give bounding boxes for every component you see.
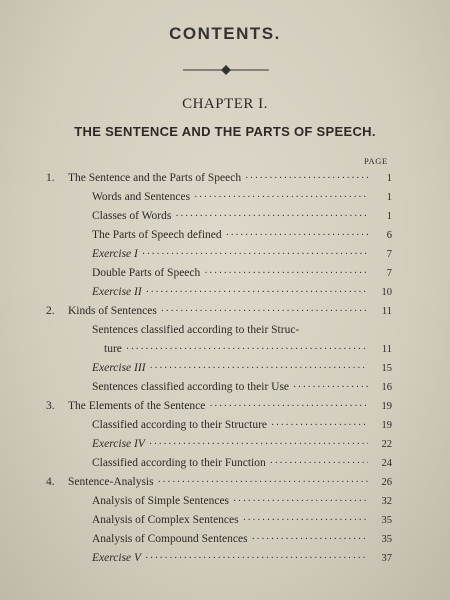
toc-entry-page: 1 [386, 192, 392, 203]
toc-entry-label: Exercise III [92, 362, 146, 374]
toc-entry-number: 2. [46, 305, 55, 317]
toc-entry-page: 15 [381, 363, 392, 374]
dot-leader [209, 397, 368, 416]
toc-entry-label: Classes of Words [92, 210, 172, 222]
dot-leader [293, 378, 368, 397]
toc-entry [92, 245, 392, 264]
chapter-subtitle: THE SENTENCE AND THE PARTS OF SPEECH. [74, 124, 376, 139]
dot-leader [243, 511, 368, 530]
toc-entry [92, 359, 392, 378]
page-title: CONTENTS. [169, 24, 281, 43]
dot-leader [252, 530, 368, 549]
toc-entry [92, 283, 392, 302]
toc-entry-page: 10 [381, 287, 392, 298]
toc-entry-page: 19 [381, 401, 392, 412]
toc-entry-page: 6 [386, 230, 392, 241]
toc-entry-number: 4. [46, 476, 55, 488]
toc-entry-label: The Parts of Speech defined [92, 229, 222, 241]
toc-entry-label: Analysis of Simple Sentences [92, 495, 230, 507]
toc-entry-label: Sentences classified according to their Struc- [92, 324, 300, 336]
toc-entry-label: Analysis of Compound Sentences [92, 533, 248, 545]
toc-entry [92, 207, 392, 226]
toc-entry-label: Exercise II [92, 286, 142, 298]
dot-leader [226, 226, 368, 245]
dot-leader [233, 492, 368, 511]
toc-entry-label: Analysis of Complex Sentences [92, 514, 239, 526]
toc-entry-page: 1 [386, 173, 392, 184]
dot-leader [161, 302, 368, 321]
toc-entry-page: 11 [381, 344, 392, 355]
toc-entry-label: Classified according to their Function [92, 457, 266, 469]
toc-entry [92, 435, 392, 454]
toc-entry-label: Exercise V [92, 552, 142, 564]
toc-entry-page: 22 [381, 439, 392, 450]
toc-entry [92, 549, 392, 568]
toc-entry-label: Exercise I [92, 248, 138, 260]
toc-entry [104, 340, 392, 359]
dot-leader [194, 188, 368, 207]
toc-entry [92, 226, 392, 245]
toc-entry [46, 169, 392, 188]
toc-entry-page: 11 [381, 306, 392, 317]
dot-leader [175, 207, 368, 226]
toc-entry-label: Double Parts of Speech [92, 267, 201, 279]
toc-entry [92, 416, 392, 435]
toc-entry [92, 492, 392, 511]
page-column-header: PAGE [364, 156, 388, 166]
toc-entry-label: Kinds of Sentences [68, 305, 157, 317]
toc-entry-page: 32 [381, 496, 392, 507]
toc-entry-number: 3. [46, 400, 55, 412]
toc-entry [92, 511, 392, 530]
toc-entry [46, 302, 392, 321]
toc-entry [46, 397, 392, 416]
dot-leader [146, 283, 368, 302]
toc-entry-page: 19 [381, 420, 392, 431]
toc-entry-page: 35 [381, 534, 392, 545]
toc-entry-label: The Elements of the Sentence [68, 400, 206, 412]
toc-entry-page: 35 [381, 515, 392, 526]
toc-entry-label: ture [104, 343, 122, 355]
toc-entry-label: Classified according to their Structure [92, 419, 268, 431]
toc-entry-label: Sentences classified according to their Use [92, 381, 290, 393]
toc-entry [92, 454, 392, 473]
toc-entry-label: Exercise IV [92, 438, 145, 450]
dot-leader [149, 435, 368, 454]
toc-entry-page: 16 [381, 382, 392, 393]
toc-entry-page: 7 [386, 268, 392, 279]
toc-entry [92, 321, 392, 340]
toc-entry [92, 530, 392, 549]
dot-leader [158, 473, 368, 492]
dot-leader [142, 245, 368, 264]
toc-entry-label: The Sentence and the Parts of Speech [68, 172, 242, 184]
chapter-heading: CHAPTER I. [182, 96, 268, 112]
dot-leader [270, 454, 368, 473]
dot-leader [245, 169, 368, 188]
toc-entry-page: 7 [386, 249, 392, 260]
toc-entry-page: 37 [381, 553, 392, 564]
dot-leader [126, 340, 368, 359]
toc-entry [46, 473, 392, 492]
dot-leader [145, 549, 368, 568]
toc-entry-page: 26 [381, 477, 392, 488]
toc-entry-label: Sentence-Analysis [68, 476, 154, 488]
toc-entry-number: 1. [46, 172, 55, 184]
ornament-divider [183, 64, 269, 76]
toc-entry [92, 378, 392, 397]
toc-entry [92, 188, 392, 207]
dot-leader [150, 359, 368, 378]
toc-entry [92, 264, 392, 283]
toc-entry-label: Words and Sentences [92, 191, 191, 203]
toc-entry-page: 24 [381, 458, 392, 469]
dot-leader [271, 416, 368, 435]
dot-leader [204, 264, 368, 283]
toc-entry-page: 1 [386, 211, 392, 222]
